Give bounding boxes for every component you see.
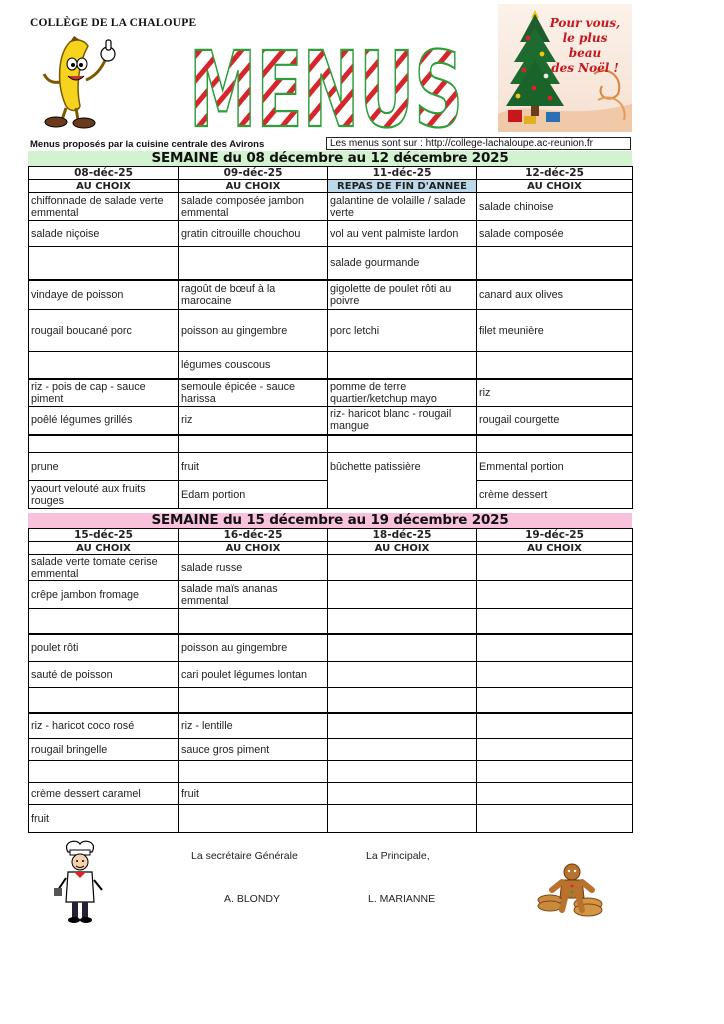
date-cell: 15-déc-25: [29, 529, 179, 542]
choice-cell: AU CHOIX: [477, 180, 633, 193]
menu-cell: Emmental portion: [477, 453, 633, 481]
table-row: [29, 352, 633, 379]
table-row: [29, 581, 633, 609]
menu-cell: crêpe jambon fromage: [29, 581, 179, 609]
menu-cell: salade russe: [179, 555, 328, 581]
choice-cell: AU CHOIX: [179, 542, 328, 555]
menu-cell: vol au vent palmiste lardon: [328, 221, 477, 247]
menu-cell: [477, 352, 633, 379]
date-cell: 19-déc-25: [477, 529, 633, 542]
menu-cell: [477, 247, 633, 280]
menu-cell: salade composée jambon emmental: [179, 193, 328, 221]
menu-cell: [29, 352, 179, 379]
menu-cell: fruit: [179, 453, 328, 481]
menu-cell: rougail courgette: [477, 407, 633, 435]
menu-cell: [328, 688, 477, 713]
xmas-message: Pour vous, le plus beau des Noël !: [549, 16, 621, 75]
chef-icon: [54, 838, 106, 926]
week1-table: [28, 166, 633, 509]
menu-cell: [477, 713, 633, 739]
menu-cell: [179, 805, 328, 833]
menu-cell: gigolette de poulet rôti au poivre: [328, 280, 477, 310]
table-row: [29, 453, 633, 481]
menu-cell: [328, 581, 477, 609]
week1-choice-row: [29, 180, 633, 193]
menu-cell: canard aux olives: [477, 280, 633, 310]
menu-cell: [29, 247, 179, 280]
menu-cell: sauce gros piment: [179, 739, 328, 761]
table-row: [29, 805, 633, 833]
table-row: [29, 193, 633, 221]
menu-cell: [328, 352, 477, 379]
date-cell: 16-déc-25: [179, 529, 328, 542]
date-cell: 18-déc-25: [328, 529, 477, 542]
menu-cell: [29, 761, 179, 783]
menu-cell: riz - haricot coco rosé: [29, 713, 179, 739]
menu-cell: [477, 581, 633, 609]
menu-cell: [328, 634, 477, 662]
table-row: [29, 688, 633, 713]
menu-cell: fruit: [179, 783, 328, 805]
christmas-card: [498, 4, 632, 132]
menu-cell: [179, 688, 328, 713]
week2-title: SEMAINE du 15 décembre au 19 décembre 2025: [28, 513, 632, 528]
menu-cell: [328, 435, 477, 453]
menu-cell: [477, 739, 633, 761]
table-row: [29, 407, 633, 435]
menu-cell: riz: [179, 407, 328, 435]
principal-name: L. MARIANNE: [368, 893, 436, 905]
menu-cell: [328, 783, 477, 805]
menu-cell: rougail boucané porc: [29, 310, 179, 352]
table-row: [29, 662, 633, 688]
menu-cell: [328, 555, 477, 581]
table-row: [29, 221, 633, 247]
menu-cell: poisson au gingembre: [179, 634, 328, 662]
menu-cell: sauté de poisson: [29, 662, 179, 688]
menu-cell: [179, 609, 328, 634]
table-row: [29, 435, 633, 453]
menu-cell: [328, 609, 477, 634]
menu-cell: prune: [29, 453, 179, 481]
choice-cell: AU CHOIX: [29, 180, 179, 193]
menu-cell: salade verte tomate cerise emmental: [29, 555, 179, 581]
menu-cell: ragoût de bœuf à la marocaine: [179, 280, 328, 310]
menu-cell: semoule épicée - sauce harissa: [179, 379, 328, 407]
table-row: [29, 783, 633, 805]
menus-title-text: MENUS: [189, 38, 463, 134]
choice-cell: AU CHOIX: [29, 542, 179, 555]
menu-cell: [29, 609, 179, 634]
week1-title: SEMAINE du 08 décembre au 12 décembre 2025: [28, 151, 632, 166]
choice-cell: AU CHOIX: [179, 180, 328, 193]
menu-cell: [477, 688, 633, 713]
date-cell: 08-déc-25: [29, 167, 179, 180]
principal-title: La Principale,: [366, 850, 430, 862]
menu-cell: crème dessert caramel: [29, 783, 179, 805]
choice-cell: AU CHOIX: [328, 542, 477, 555]
menu-cell: riz- haricot blanc - rougail mangue: [328, 407, 477, 435]
menu-cell: [29, 435, 179, 453]
choice-cell: AU CHOIX: [477, 542, 633, 555]
menu-cell: [328, 805, 477, 833]
school-name: COLLÈGE DE LA CHALOUPE: [30, 17, 197, 29]
table-row: [29, 634, 633, 662]
menu-cell: salade gourmande: [328, 247, 477, 280]
menu-cell: yaourt velouté aux fruits rouges: [29, 481, 179, 509]
week2-choice-row: [29, 542, 633, 555]
menu-cell: salade composée: [477, 221, 633, 247]
menu-cell: salade niçoise: [29, 221, 179, 247]
menu-cell: [477, 783, 633, 805]
menu-cell: [477, 435, 633, 453]
subtitle: Menus proposés par la cuisine centrale des Avirons: [30, 139, 265, 150]
menu-cell: porc letchi: [328, 310, 477, 352]
menu-cell: fruit: [29, 805, 179, 833]
menu-cell: [179, 247, 328, 280]
menu-cell: rougail bringelle: [29, 739, 179, 761]
table-row: [29, 609, 633, 634]
menu-cell: [477, 761, 633, 783]
date-cell: 12-déc-25: [477, 167, 633, 180]
table-row: [29, 280, 633, 310]
table-row: [29, 713, 633, 739]
menu-cell: gratin citrouille chouchou: [179, 221, 328, 247]
menu-cell: vindaye de poisson: [29, 280, 179, 310]
menus-title: [186, 38, 466, 134]
secretary-name: A. BLONDY: [224, 893, 281, 905]
menu-cell: [477, 662, 633, 688]
menu-cell: riz - lentille: [179, 713, 328, 739]
week2-table: [28, 528, 633, 833]
menu-cell: [477, 609, 633, 634]
date-cell: 11-déc-25: [328, 167, 477, 180]
menu-cell: [328, 739, 477, 761]
choice-cell-fin-annee: REPAS DE FIN D'ANNEE: [328, 180, 477, 193]
menu-cell: poêlé légumes grillés: [29, 407, 179, 435]
menu-cell: [179, 435, 328, 453]
menu-cell: [328, 662, 477, 688]
menu-cell: chiffonnade de salade verte emmental: [29, 193, 179, 221]
menu-cell: [328, 761, 477, 783]
menu-cell: [477, 805, 633, 833]
menu-cell: [179, 761, 328, 783]
menu-cell: galantine de volaille / salade verte: [328, 193, 477, 221]
menu-cell: légumes couscous: [179, 352, 328, 379]
table-row: [29, 761, 633, 783]
menu-cell: poisson au gingembre: [179, 310, 328, 352]
website-link[interactable]: Les menus sont sur : http://college-lachaloupe.ac-reunion.fr: [326, 137, 631, 150]
menu-cell: riz: [477, 379, 633, 407]
menu-cell: filet meunière: [477, 310, 633, 352]
secretary-title: La secrétaire Générale: [191, 850, 298, 862]
menu-cell: poulet rôti: [29, 634, 179, 662]
menu-cell: [328, 713, 477, 739]
table-row: [29, 555, 633, 581]
menu-cell: Edam portion: [179, 481, 328, 509]
week2-date-row: [29, 529, 633, 542]
menu-cell: crème dessert: [477, 481, 633, 509]
menu-cell: pomme de terre quartier/ketchup mayo: [328, 379, 477, 407]
date-cell: 09-déc-25: [179, 167, 328, 180]
menu-cell: bûchette patissière: [328, 453, 477, 509]
menu-cell: salade chinoise: [477, 193, 633, 221]
menu-cell: cari poulet légumes lontan: [179, 662, 328, 688]
week1-date-row: [29, 167, 633, 180]
banana-mascot-icon: [36, 34, 128, 130]
menu-cell: riz - pois de cap - sauce piment: [29, 379, 179, 407]
table-row: [29, 247, 633, 280]
menu-cell: [477, 634, 633, 662]
menu-cell: [29, 688, 179, 713]
table-row: [29, 739, 633, 761]
table-row: [29, 379, 633, 407]
menu-cell: salade maïs ananas emmental: [179, 581, 328, 609]
table-row: [29, 310, 633, 352]
gingerbread-icon: [536, 860, 606, 920]
menu-cell: [477, 555, 633, 581]
